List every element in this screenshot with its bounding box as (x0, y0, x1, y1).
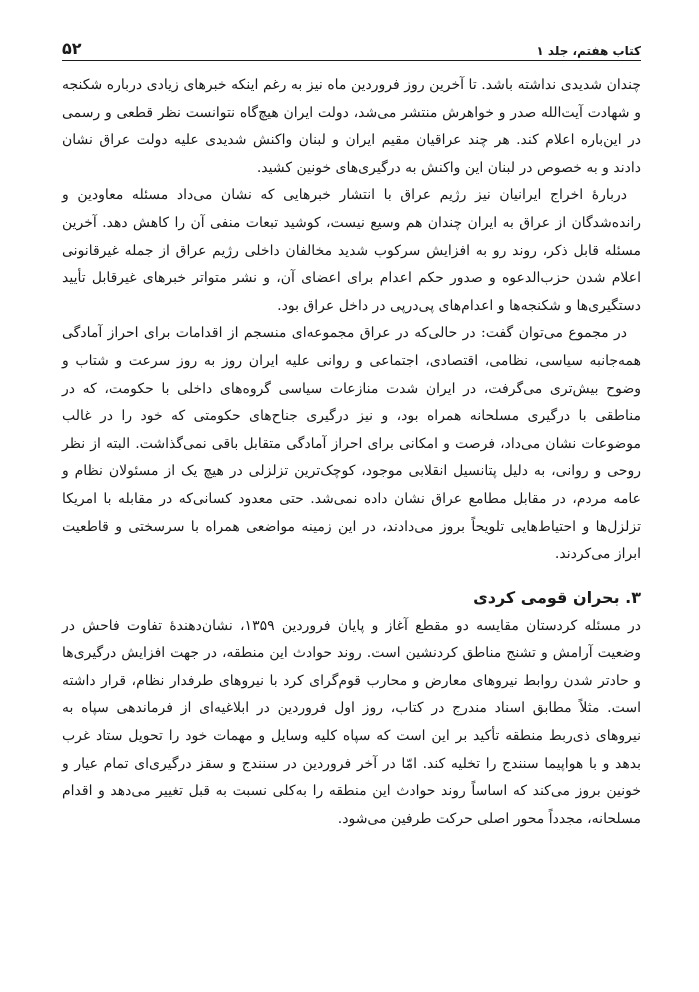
running-header (62, 36, 641, 58)
header-divider (62, 60, 641, 61)
body-paragraph: در مجموع می‌توان گفت: در حالی‌که در عراق مجموعه‌ای منسجم از اقدامات برای احراز آمادگی همه‌جانبه سیاسی، نظامی، اقتصادی، اجتماعی و روانی علیه ایران روز به روز سرعت و شتاب و وضوح بیش‌تری می‌گرفت، در ایران شدت منازعات سیاسی گروه‌های داخلی با حکومت، که در مناطقی با درگیری مسلحانه همراه بود، و نیز درگیری جناح‌های حکومتی که خود را در غالب موضوعات نشان می‌داد، فرصت و امکانی برای احراز آمادگی متقابل باقی نمی‌گذاشت. البته از نظر روحی و روانی، به دلیل پتانسیل انقلابی موجود، کوچک‌ترین تزلزلی در هیچ یک از مسئولان نظام و عامه مردم، در مقابل مطامع عراق نشان داده نمی‌شد. حتی معدود کسانی‌که در مقابله با امریکا تزلزل‌ها و احتیاط‌هایی تلویحاً بروز می‌دادند، در این زمینه مواضعی همراه با سرسختی و قاطعیت ابراز می‌کردند. (62, 325, 641, 563)
book-title: کتاب هفتم، جلد ۱ (536, 44, 641, 58)
section-heading: ۳. بحران قومی کردی (473, 587, 641, 607)
body-paragraph: چندان شدیدی نداشته باشد. تا آخرین روز فروردین ماه نیز به رغم اینکه خبرهای زیادی درباره شکنجه و شهادت آیت‌الله صدر و خواهرش منتشر می‌شد، دولت ایران هیچ‌گاه نتوانست نظر قطعی و رسمی در این‌باره اعلام کند. هر چند عراقیان مقیم ایران و لبنان واکنش شدیدی علیه دولت عراق نشان دادند و به خصوص در لبنان این واکنش به درگیری‌های خونین کشید. (62, 77, 641, 176)
page-number: ۵۲ (62, 39, 82, 58)
page-body (62, 72, 641, 833)
body-paragraph: دربارهٔ اخراج ایرانیان نیز رژیم عراق با انتشار خبرهایی که نشان می‌داد مسئله معاودین و رانده‌شدگان از عراق به ایران چندان هم وسیع نیست، کوشید تبعات منفی آن را کاهش دهد. آخرین مسئله قابل ذکر، روند رو به افزایش سرکوب شدید مخالفان داخلی رژیم عراق از جمله غیرقانونی اعلام شدن حزب‌الدعوه و صدور حکم اعدام برای اعضای آن، و نشر متواتر خبرهای غیرقابل تأیید دستگیری‌ها و شکنجه‌ها و اعدام‌های پی‌درپی در داخل عراق بود. (62, 187, 641, 314)
section-paragraph: در مسئله کردستان مقایسه دو مقطع آغاز و پایان فروردین ۱۳۵۹، نشان‌دهندهٔ تفاوت فاحش در وضعیت آرامش و تشنج مناطق کردنشین است. روند حوادث این منطقه، در جهت افزایش درگیری‌ها و حادتر شدن روابط نیروهای معارض و محارب قوم‌گرای کرد با نیروهای طرفدار نظام، قرار داشته است. مثلاً مطابق اسناد مندرج در کتاب، روز اول فروردین در ابلاغیه‌ای از فرماندهی سپاه به نیروهای ذی‌ربط منطقه تأکید بر این است که سپاه کلیه وسایل و مهمات خود را تحویل ستاد غرب بدهد و با هواپیما سنندج را تخلیه کند. امّا در آخر فروردین در سنندج و سقز درگیری‌ای تمام عیار و خونین بروز می‌کند که اساساً روند حوادث این منطقه را به‌کلی نسبت به قبل تغییر می‌دهد و اقدام مسلحانه، مجدداً محور اصلی حرکت طرفین می‌شود. (62, 617, 641, 827)
